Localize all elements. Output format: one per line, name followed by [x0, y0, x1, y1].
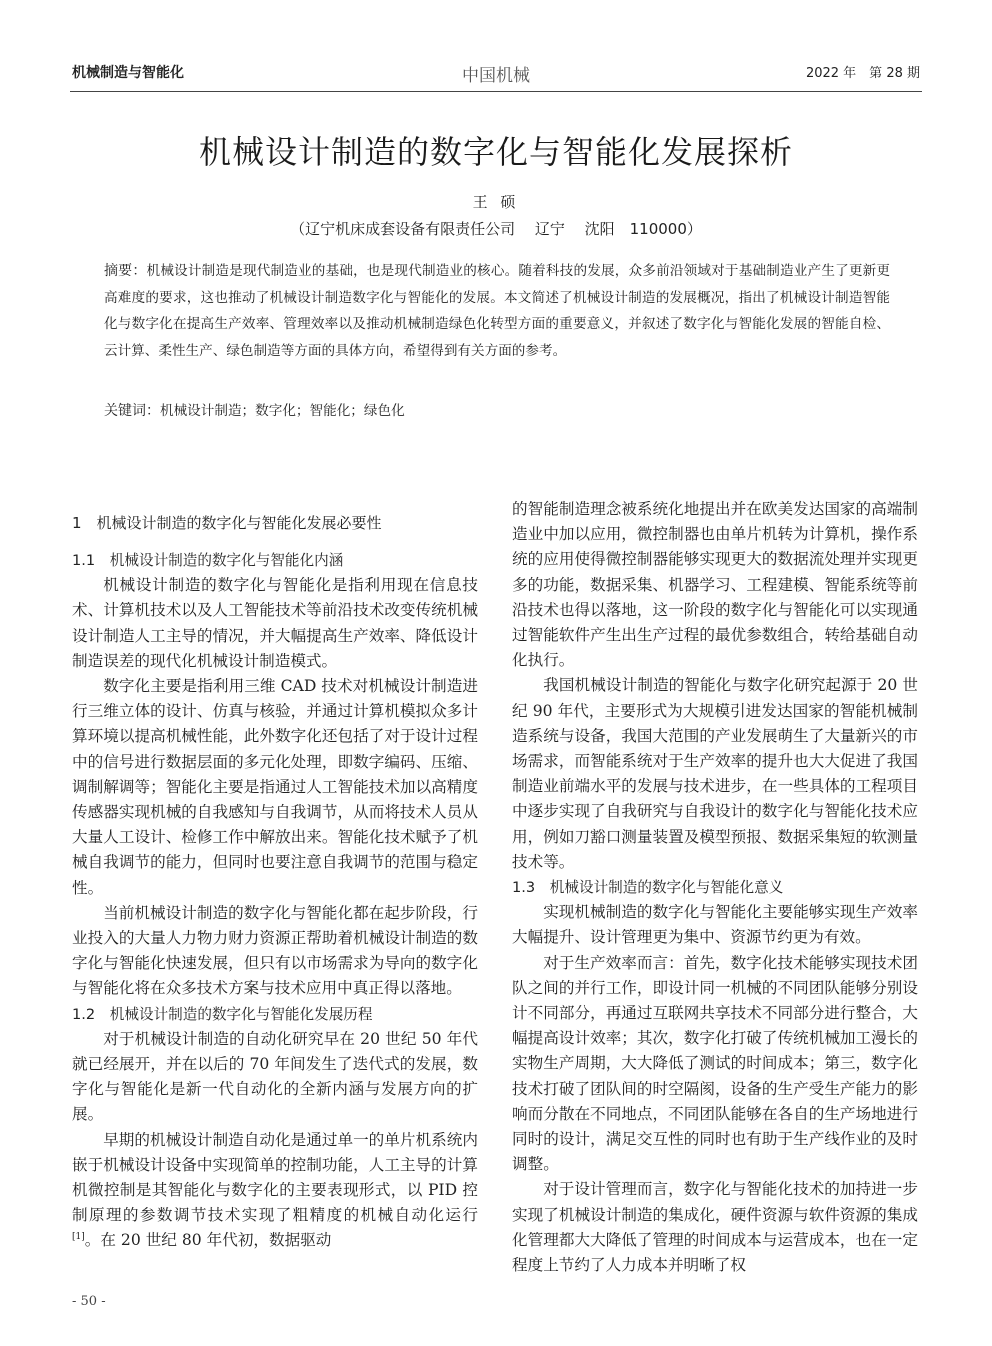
paragraph	[72, 1128, 478, 1254]
keywords-text: 机械设计制造；数字化；智能化；绿色化	[160, 403, 405, 419]
abstract	[104, 258, 890, 364]
paragraph: 实现机械制造的数字化与智能化主要能够实现生产效率大幅提升、设计管理更为集中、资源节约更为有效。	[512, 903, 918, 947]
subsection-1-1-heading: 1.1 机械设计制造的数字化与智能化内涵	[72, 552, 344, 569]
paragraph: 对于机械设计制造的自动化研究早在 20 世纪 50 年代就已经展开，并在以后的 70 年间发生了迭代式的发展，数字化与智能化是新一代自动化的全新内涵与发展方向的扩展。	[72, 1029, 478, 1124]
journal-name: 中国机械	[462, 66, 530, 86]
abstract-label: 摘要：	[104, 263, 147, 279]
paragraph: 对于设计管理而言，数字化与智能化技术的加持进一步实现了机械设计制造的集成化，硬件资源与软件资源的集成化管理都大大降低了管理的时间成本与运营成本，也在一定程度上节约了人力成本并明晰了权	[512, 1180, 918, 1275]
keywords-label: 关键词：	[104, 403, 160, 419]
paragraph: 我国机械设计制造的智能化与数字化研究起源于 20 世纪 90 年代，主要形式为大规模引进发达国家的智能机械制造系统与设备，我国大范围的产业发展萌生了大量新兴的市场需求，而智能系统对于生产效率的提升也大大促进了我国制造业前端水平的发展与技术进步，在一些具体的工程项目中逐步实现了自我研究与自我设计的数字化与智能化技术应用，例如刀豁口测量装置及模型预报、数据采集短的软测量技术等。	[512, 676, 918, 871]
subsection-1-2-heading: 1.2 机械设计制造的数字化与智能化发展历程	[72, 1005, 373, 1023]
left-column	[72, 510, 478, 1254]
paragraph-continued: 的智能制造理念被系统化地提出并在欧美发达国家的高端制造业中加以应用，微控制器也由单片机转为计算机，操作系统的应用使得微控制器能够实现更大的数据流处理并实现更多的功能，数据采集、机器学习、工程建模、智能系统等前沿技术也得以落地，这一阶段的数字化与智能化可以实现通过智能软件产生出生产过程的最优参数组合，转给基础自动化执行。	[512, 500, 918, 670]
paragraph: 对于生产效率而言：首先，数字化技术能够实现技术团队之间的并行工作，即设计同一机械的不同团队能够分别设计不同部分，再通过互联网共享技术不同部分进行整合，大幅提高设计效率；其次，数字化打破了传统机械加工漫长的实物生产周期，大大降低了测试的时间成本；第三，数字化技术打破了团队间的时空隔阂，设备的生产受生产能力的影响而分散在不同地点，不同团队能够在各自的生产场地进行同时的设计，满足交互性的同时也有助于生产线作业的及时调整。	[512, 953, 918, 1174]
subsection-1-3-heading: 1.3 机械设计制造的数字化与智能化意义	[512, 879, 784, 897]
paragraph-text: 早期的机械设计制造自动化是通过单一的单片机系统内嵌于机械设计设备中实现简单的控制功能，人工主导的计算机微控制是其智能化与数字化的主要表现形式，以 PID 控制原理的参数调节技术实现了粗精度的机械自动化运行	[72, 1130, 478, 1225]
issue-info: 2022 年 第 28 期	[805, 66, 920, 81]
paper-title: 机械设计制造的数字化与智能化发展探析	[198, 133, 793, 171]
journal-section-label: 机械制造与智能化	[72, 65, 184, 81]
header-rule	[70, 91, 922, 92]
affiliation: （辽宁机床成套设备有限责任公司 辽宁 沈阳 110000）	[290, 220, 702, 238]
abstract-text: 机械设计制造是现代制造业的基础，也是现代制造业的核心。随着科技的发展，众多前沿领域对于基础制造业产生了更新更高难度的要求，这也推动了机械设计制造数字化与智能化的发展。本文简述了机械设计制造的发展概况，指出了机械设计制造智能化与数字化在提高生产效率、管理效率以及推动机械制造绿色化转型方面的重要意义，并叙述了数字化与智能化发展的智能自检、云计算、柔性生产、绿色制造等方面的具体方向，希望得到有关方面的参考。	[104, 263, 891, 359]
paragraph: 机械设计制造的数字化与智能化是指利用现在信息技术、计算机技术以及人工智能技术等前沿技术改变传统机械设计制造人工主导的情况，并大幅提高生产效率、降低设计制造误差的现代化机械设计制造模式。	[72, 576, 478, 670]
section-1-heading: 1 机械设计制造的数字化与智能化发展必要性	[72, 514, 382, 532]
keywords	[104, 398, 890, 424]
right-column	[512, 497, 918, 1278]
paragraph: 当前机械设计制造的数字化与智能化都在起步阶段，行业投入的大量人力物力财力资源正帮助着机械设计制造的数字化与智能化快速发展，但只有以市场需求为导向的数字化与智能化将在众多技术方案与技术应用中真正得以落地。	[72, 903, 478, 998]
paragraph-text: 。在 20 世纪 80 年代初，数据驱动	[84, 1231, 332, 1250]
author: 王 硕	[472, 193, 520, 211]
citation-ref[interactable]: [1]	[72, 1232, 85, 1243]
paragraph: 数字化主要是指利用三维 CAD 技术对机械设计制造进行三维立体的设计、仿真与核验，并通过计算机模拟众多计算环境以提高机械性能，此外数字化还包括了对于设计过程中的信号进行数据层面的多元化处理，即数字编码、压缩、调制解调等；智能化主要是指通过人工智能技术加以高精度传感器实现机械的自我感知与自我调节，从而将技术人员从大量人工设计、检修工作中解放出来。智能化技术赋予了机械自我调节的能力，但同时也要注意自我调节的范围与稳定性。	[72, 677, 478, 897]
page-number: - 50 -	[72, 1294, 106, 1309]
